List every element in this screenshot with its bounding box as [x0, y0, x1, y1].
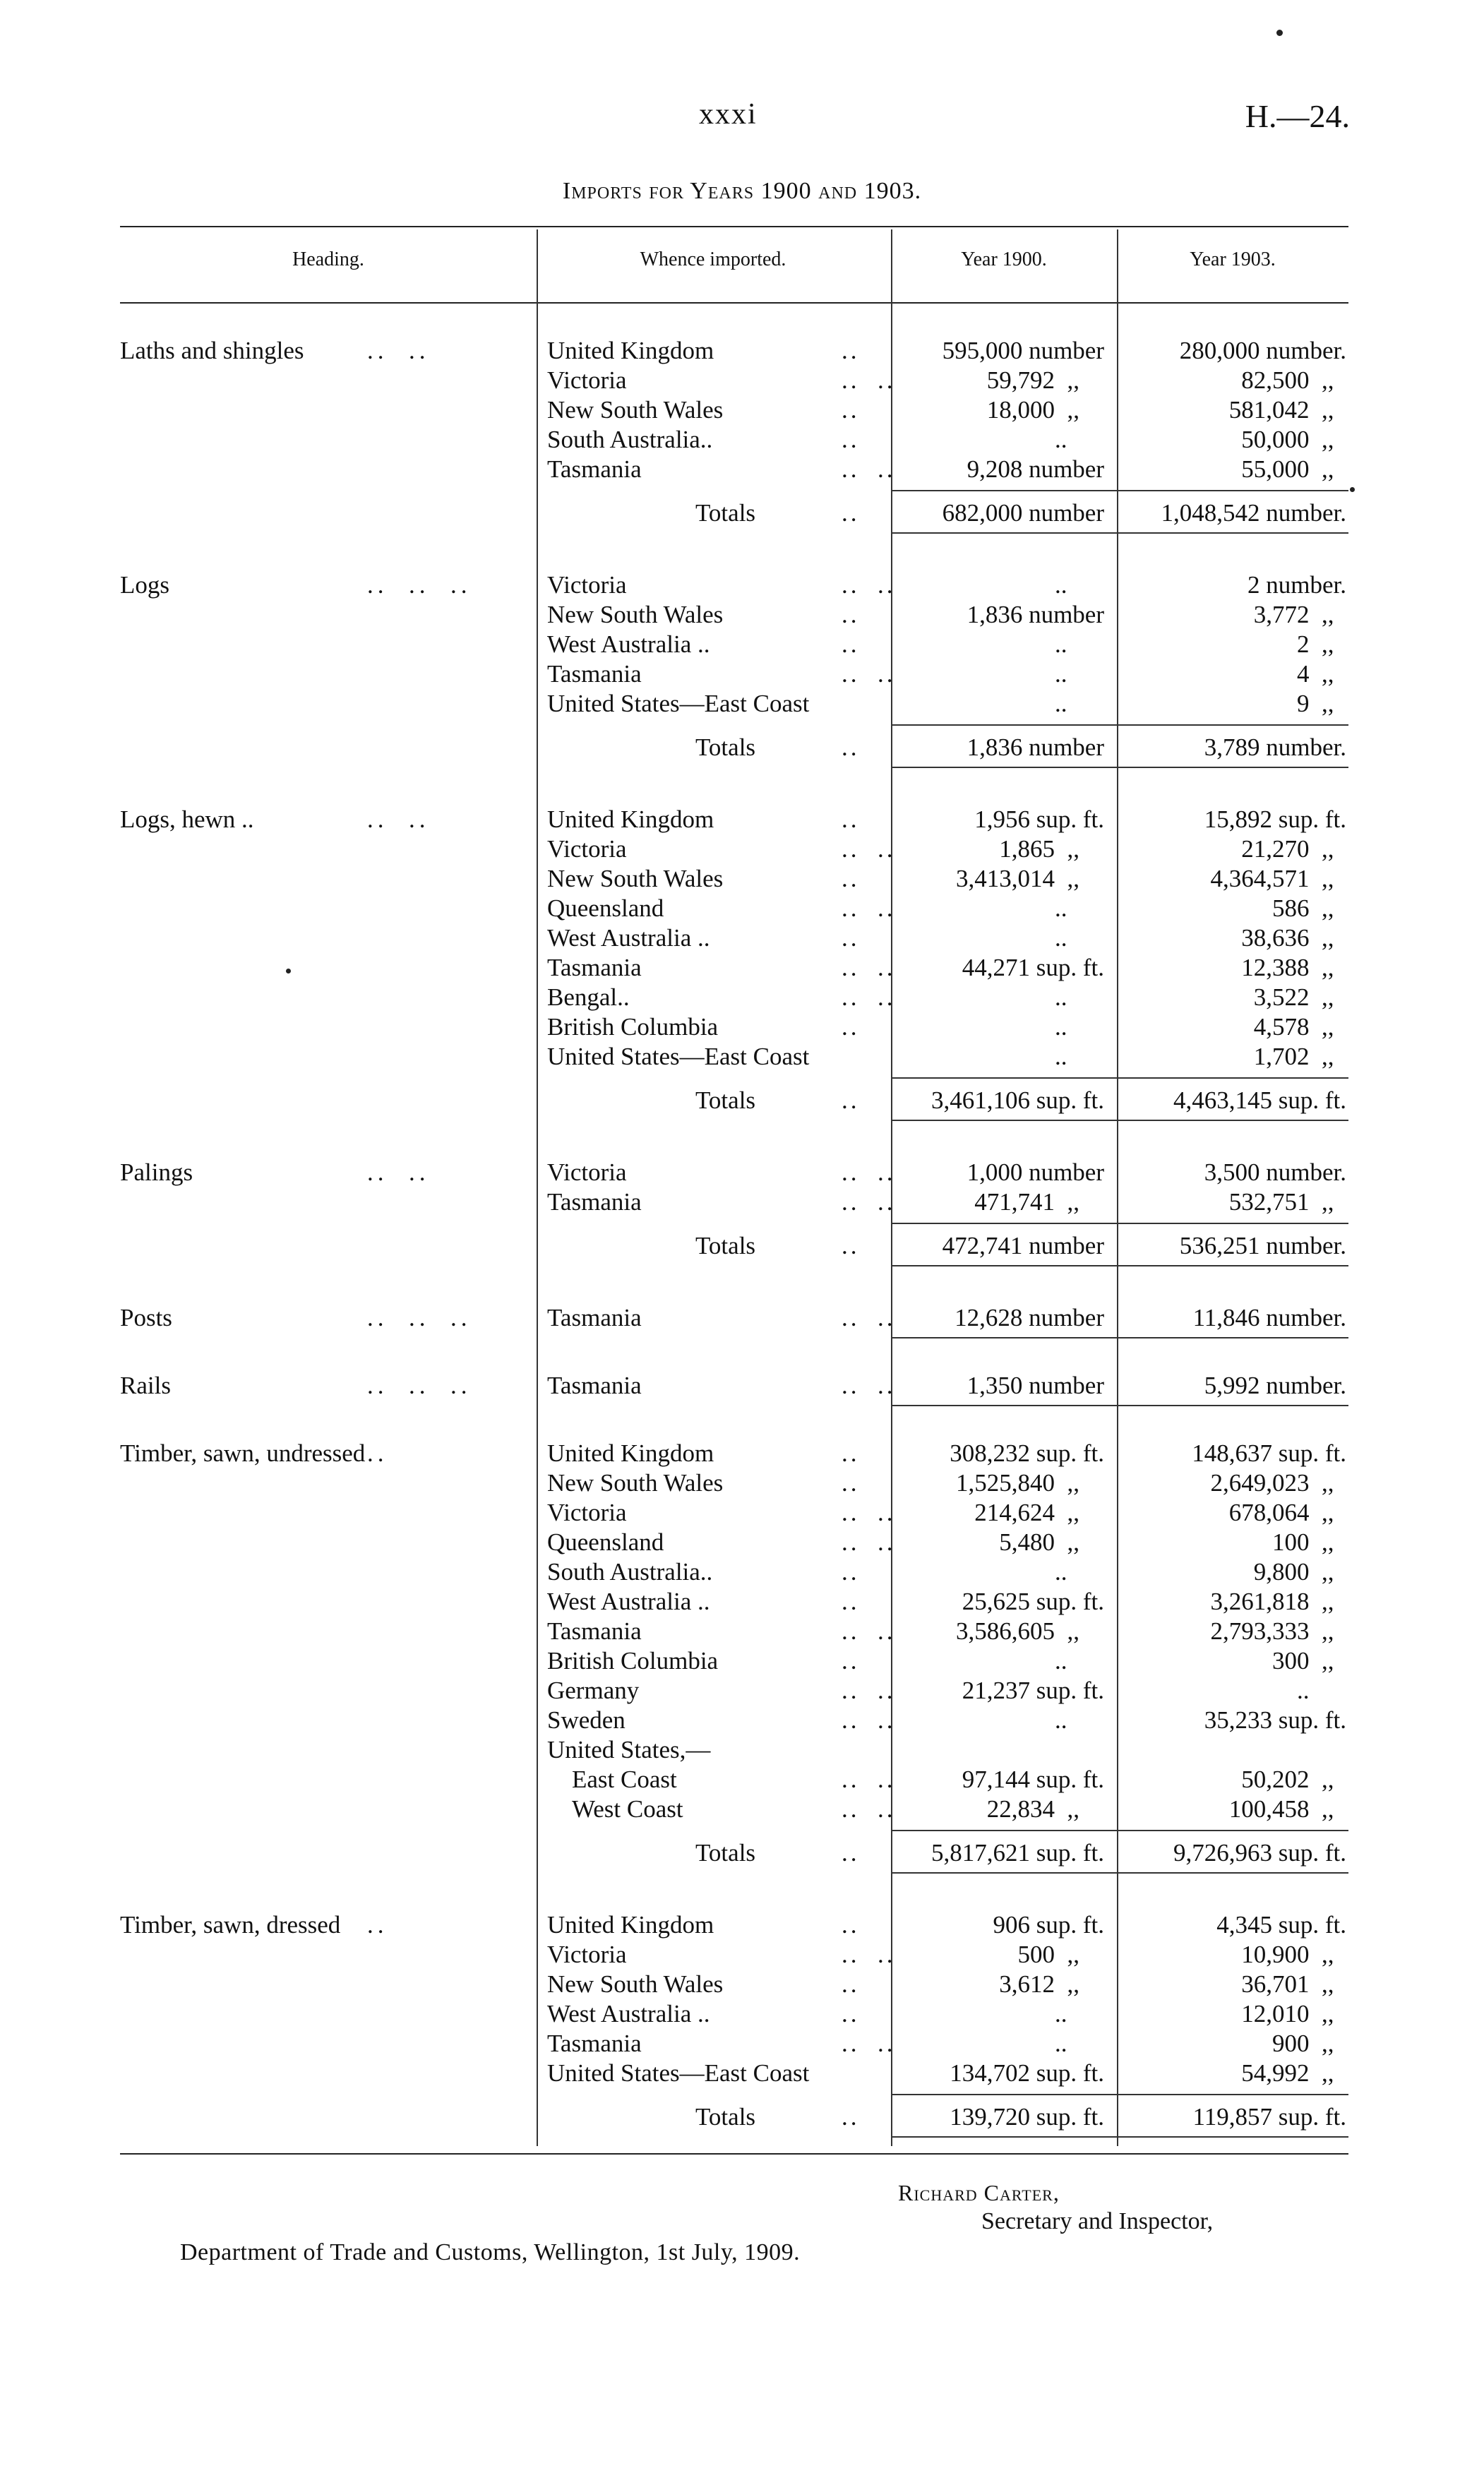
- value-1900: ..: [1055, 1013, 1104, 1041]
- leader-dots: .. ..: [842, 1617, 896, 1645]
- origin-country: Tasmania: [547, 1372, 642, 1399]
- origin-country: West Australia ..: [547, 1588, 710, 1615]
- leader-dots: .. ..: [842, 1677, 896, 1704]
- value-1900: 595,000 number: [942, 337, 1104, 364]
- origin-country: Tasmania: [547, 1304, 642, 1331]
- table-row: [0, 455, 1484, 484]
- leader-dots: .. ..: [842, 983, 896, 1011]
- origin-country: Victoria: [547, 1941, 627, 1968]
- footer-line: Department of Trade and Customs, Wellington, 1st July, 1909.: [180, 2239, 801, 2265]
- value-1900: ..: [1055, 690, 1104, 717]
- table-row: [0, 1468, 1484, 1498]
- leader-dots: .. ..: [842, 660, 896, 688]
- origin-country: British Columbia: [547, 1013, 719, 1041]
- leader-dots: ..: [842, 1839, 860, 1867]
- leader-dots: ..: [842, 396, 860, 424]
- value-1903: 586 ,,: [1272, 894, 1346, 922]
- origin-country: United Kingdom: [547, 1439, 714, 1467]
- table-row: [0, 2029, 1484, 2059]
- header-whence: Whence imported.: [640, 248, 786, 270]
- leader-dots: ..: [842, 2000, 860, 2027]
- row-heading: Timber, sawn, dressed: [120, 1911, 341, 1939]
- totals-rule: [891, 1223, 1348, 1224]
- leader-dots: .. ..: [842, 1499, 896, 1526]
- value-1900: 1,956 sup. ft.: [974, 805, 1104, 833]
- value-1903: 4,463,145 sup. ft.: [1173, 1086, 1346, 1114]
- value-1900: 1,350 number: [967, 1372, 1104, 1399]
- origin-country: United States—East Coast: [547, 2059, 810, 2087]
- totals-label: Totals: [695, 2103, 756, 2131]
- totals-rule: [891, 1872, 1348, 1874]
- value-1900: 5,480 ,,: [999, 1528, 1104, 1556]
- value-1900: 472,741 number: [942, 1232, 1104, 1259]
- origin-country: United Kingdom: [547, 1911, 714, 1939]
- leader-dots: .. ..: [367, 805, 430, 833]
- value-1900: 18,000 ,,: [986, 396, 1104, 424]
- value-1900: ..: [1055, 571, 1104, 599]
- origin-country: New South Wales: [547, 865, 724, 892]
- value-1903: 9,726,963 sup. ft.: [1173, 1839, 1346, 1867]
- value-1903: 1,702 ,,: [1253, 1043, 1346, 1070]
- value-1900: 25,625 sup. ft.: [962, 1588, 1104, 1615]
- totals-rule: [891, 532, 1348, 534]
- leader-dots: ..: [842, 1013, 860, 1041]
- leader-dots: ..: [842, 2103, 860, 2131]
- header-heading: Heading.: [292, 248, 364, 270]
- leader-dots: .. .. ..: [367, 571, 472, 599]
- leader-dots: ..: [842, 733, 860, 761]
- origin-country: Victoria: [547, 571, 627, 599]
- table-row: [0, 2059, 1484, 2088]
- leader-dots: ..: [842, 805, 860, 833]
- value-1900: 682,000 number: [942, 499, 1104, 527]
- table-row: [0, 1999, 1484, 2029]
- leader-dots: .. ..: [842, 455, 896, 483]
- leader-dots: ..: [842, 1439, 860, 1467]
- value-1900: 906 sup. ft.: [993, 1911, 1104, 1939]
- single-row-rule: [891, 1405, 1348, 1406]
- value-1903: 11,846 number.: [1192, 1304, 1346, 1331]
- table-row: [0, 834, 1484, 864]
- value-1900: 5,817,621 sup. ft.: [931, 1839, 1104, 1867]
- origin-country: Sweden: [547, 1706, 626, 1734]
- totals-row: [0, 2102, 1484, 2132]
- totals-row: [0, 1231, 1484, 1261]
- origin-country: New South Wales: [547, 1970, 724, 1998]
- value-1903: 38,636 ,,: [1241, 924, 1346, 952]
- value-1903: 280,000 number.: [1179, 337, 1346, 364]
- origin-country: West Australia ..: [547, 924, 710, 952]
- origin-country: United Kingdom: [547, 337, 714, 364]
- value-1903: 119,857 sup. ft.: [1192, 2103, 1346, 2131]
- totals-rule: [891, 1077, 1348, 1079]
- leader-dots: ..: [842, 1086, 860, 1114]
- row-heading: Rails: [120, 1372, 171, 1399]
- value-1900: 22,834 ,,: [986, 1795, 1104, 1823]
- table-row: [0, 366, 1484, 395]
- table-row: [0, 1439, 1484, 1468]
- origin-country: New South Wales: [547, 396, 724, 424]
- leader-dots: .. ..: [367, 1158, 430, 1186]
- origin-country: United States,—: [547, 1736, 711, 1763]
- value-1903: 36,701 ,,: [1241, 1970, 1346, 1998]
- value-1900: ..: [1055, 2000, 1104, 2027]
- value-1903: 10,900 ,,: [1241, 1941, 1346, 1968]
- origin-country: New South Wales: [547, 1469, 724, 1497]
- table-row: [0, 953, 1484, 983]
- origin-country: British Columbia: [547, 1647, 719, 1675]
- origin-country: South Australia..: [547, 426, 713, 453]
- value-1903: 54,992 ,,: [1241, 2059, 1346, 2087]
- value-1903: 300 ,,: [1272, 1647, 1346, 1675]
- totals-rule: [891, 767, 1348, 768]
- leader-dots: .. ..: [842, 954, 896, 981]
- table-row: [0, 1940, 1484, 1970]
- leader-dots: ..: [842, 1647, 860, 1675]
- table-title: Imports for Years 1900 and 1903.: [562, 178, 922, 204]
- value-1900: 308,232 sup. ft.: [950, 1439, 1104, 1467]
- origin-country: Queensland: [547, 1528, 664, 1556]
- table-row: [0, 983, 1484, 1012]
- totals-rule: [891, 490, 1348, 491]
- value-1900: ..: [1055, 426, 1104, 453]
- value-1900: 134,702 sup. ft.: [950, 2059, 1104, 2087]
- leader-dots: .. ..: [842, 1188, 896, 1216]
- print-speck: [1350, 487, 1355, 492]
- value-1900: 471,741 ,,: [974, 1188, 1104, 1216]
- table-row: [0, 1676, 1484, 1706]
- table-row: [0, 1371, 1484, 1401]
- value-1900: 3,586,605 ,,: [956, 1617, 1104, 1645]
- value-1900: 1,525,840 ,,: [956, 1469, 1104, 1497]
- table-row: [0, 689, 1484, 719]
- row-heading: Logs: [120, 571, 169, 599]
- leader-dots: .. ..: [842, 835, 896, 863]
- value-1903: 3,772 ,,: [1253, 601, 1346, 628]
- table-row: [0, 395, 1484, 425]
- value-1900: ..: [1055, 1706, 1104, 1734]
- totals-row: [0, 1086, 1484, 1115]
- header-bottom-rule: [120, 302, 1348, 304]
- table-row: [0, 1187, 1484, 1217]
- origin-country: West Australia ..: [547, 2000, 710, 2027]
- origin-country: Tasmania: [547, 954, 642, 981]
- value-1900: ..: [1055, 1558, 1104, 1586]
- value-1900: 44,271 sup. ft.: [962, 954, 1104, 981]
- table-row: [0, 1795, 1484, 1824]
- leader-dots: .. ..: [842, 571, 896, 599]
- value-1900: 59,792 ,,: [986, 366, 1104, 394]
- totals-label: Totals: [695, 499, 756, 527]
- origin-country: Tasmania: [547, 660, 642, 688]
- leader-dots: ..: [842, 1970, 860, 1998]
- value-1903: 15,892 sup. ft.: [1204, 805, 1346, 833]
- origin-country: United States—East Coast: [547, 1043, 810, 1070]
- table-row: [0, 1158, 1484, 1187]
- signature-name: Richard Carter,: [898, 2180, 1060, 2205]
- value-1900: 3,461,106 sup. ft.: [931, 1086, 1104, 1114]
- origin-country: Queensland: [547, 894, 664, 922]
- leader-dots: .. ..: [842, 2030, 896, 2057]
- origin-country: West Coast: [572, 1795, 683, 1823]
- value-1903: 82,500 ,,: [1241, 366, 1346, 394]
- table-row: [0, 1528, 1484, 1557]
- value-1903: 100,458 ,,: [1228, 1795, 1346, 1823]
- leader-dots: .. ..: [367, 337, 430, 364]
- value-1903: 3,500 number.: [1204, 1158, 1346, 1186]
- table-row: [0, 805, 1484, 834]
- origin-country: New South Wales: [547, 601, 724, 628]
- value-1900: 1,865 ,,: [999, 835, 1104, 863]
- table-row: [0, 1646, 1484, 1676]
- leader-dots: ..: [842, 499, 860, 527]
- value-1903: 2 number.: [1247, 571, 1346, 599]
- paper-reference: H.—24.: [1245, 98, 1350, 134]
- value-1903: 4 ,,: [1297, 660, 1346, 688]
- value-1903: 581,042 ,,: [1228, 396, 1346, 424]
- origin-country: Tasmania: [547, 2030, 642, 2057]
- value-1903: 536,251 number.: [1179, 1232, 1346, 1259]
- origin-country: Bengal..: [547, 983, 630, 1011]
- totals-label: Totals: [695, 1839, 756, 1867]
- table-row: [0, 1735, 1484, 1765]
- totals-row: [0, 1838, 1484, 1868]
- value-1903: 4,578 ,,: [1253, 1013, 1346, 1041]
- value-1903: 3,522 ,,: [1253, 983, 1346, 1011]
- totals-label: Totals: [695, 733, 756, 761]
- value-1903: ..: [1297, 1677, 1346, 1704]
- table-row: [0, 864, 1484, 894]
- origin-country: Victoria: [547, 1499, 627, 1526]
- table-row: [0, 600, 1484, 630]
- value-1903: 4,364,571 ,,: [1210, 865, 1346, 892]
- value-1903: 50,202 ,,: [1241, 1766, 1346, 1793]
- value-1900: 214,624 ,,: [974, 1499, 1104, 1526]
- totals-label: Totals: [695, 1086, 756, 1114]
- leader-dots: .. .. ..: [367, 1304, 472, 1331]
- value-1900: ..: [1055, 630, 1104, 658]
- table-row: [0, 1557, 1484, 1587]
- leader-dots: .. ..: [842, 1706, 896, 1734]
- table-row: [0, 1706, 1484, 1735]
- value-1900: ..: [1055, 983, 1104, 1011]
- leader-dots: ..: [842, 865, 860, 892]
- value-1903: 2,649,023 ,,: [1210, 1469, 1346, 1497]
- leader-dots: ..: [842, 924, 860, 952]
- value-1903: 50,000 ,,: [1241, 426, 1346, 453]
- table-bottom-rule: [120, 2153, 1348, 2155]
- origin-country: Germany: [547, 1677, 640, 1704]
- value-1903: 2 ,,: [1297, 630, 1346, 658]
- totals-rule: [891, 1120, 1348, 1121]
- table-row: [0, 570, 1484, 600]
- value-1903: 4,345 sup. ft.: [1216, 1911, 1346, 1939]
- leader-dots: .. .. ..: [367, 1372, 472, 1399]
- header-year-1903: Year 1903.: [1190, 248, 1276, 270]
- leader-dots: ..: [842, 1911, 860, 1939]
- leader-dots: .. ..: [842, 1528, 896, 1556]
- value-1903: 12,388 ,,: [1241, 954, 1346, 981]
- totals-label: Totals: [695, 1232, 756, 1259]
- totals-rule: [891, 2136, 1348, 2138]
- row-heading: Logs, hewn ..: [120, 805, 254, 833]
- table-row: [0, 1012, 1484, 1042]
- table-row: [0, 923, 1484, 953]
- origin-country: Victoria: [547, 835, 627, 863]
- value-1903: 100 ,,: [1272, 1528, 1346, 1556]
- table-row: [0, 1042, 1484, 1072]
- table-row: [0, 1498, 1484, 1528]
- print-speck: [286, 969, 291, 974]
- signature-title: Secretary and Inspector,: [981, 2208, 1214, 2234]
- totals-rule: [891, 724, 1348, 726]
- value-1903: 9 ,,: [1297, 690, 1346, 717]
- value-1900: 3,413,014 ,,: [956, 865, 1104, 892]
- leader-dots: ..: [367, 1439, 388, 1467]
- value-1900: ..: [1055, 1647, 1104, 1675]
- leader-dots: .. ..: [842, 894, 896, 922]
- origin-country: East Coast: [572, 1766, 677, 1793]
- leader-dots: .. ..: [842, 1158, 896, 1186]
- value-1900: 1,836 number: [967, 601, 1104, 628]
- table-row: [0, 336, 1484, 366]
- totals-row: [0, 498, 1484, 528]
- table-row: [0, 1765, 1484, 1795]
- value-1900: ..: [1055, 894, 1104, 922]
- table-row: [0, 425, 1484, 455]
- value-1900: ..: [1055, 1043, 1104, 1070]
- value-1900: 1,000 number: [967, 1158, 1104, 1186]
- value-1900: ..: [1055, 660, 1104, 688]
- value-1900: 21,237 sup. ft.: [962, 1677, 1104, 1704]
- totals-rule: [891, 1830, 1348, 1831]
- leader-dots: .. ..: [842, 1795, 896, 1823]
- table-row: [0, 1617, 1484, 1646]
- value-1900: ..: [1055, 924, 1104, 952]
- origin-country: Tasmania: [547, 455, 642, 483]
- row-heading: Posts: [120, 1304, 172, 1331]
- value-1903: 1,048,542 number.: [1161, 499, 1346, 527]
- leader-dots: ..: [842, 1588, 860, 1615]
- leader-dots: .. ..: [842, 1766, 896, 1793]
- value-1903: 21,270 ,,: [1241, 835, 1346, 863]
- value-1903: 900 ,,: [1272, 2030, 1346, 2057]
- value-1900: 1,836 number: [967, 733, 1104, 761]
- origin-country: South Australia..: [547, 1558, 713, 1586]
- table-row: [0, 1587, 1484, 1617]
- origin-country: Tasmania: [547, 1617, 642, 1645]
- leader-dots: ..: [842, 426, 860, 453]
- totals-rule: [891, 2094, 1348, 2095]
- value-1900: ..: [1055, 2030, 1104, 2057]
- origin-country: West Australia ..: [547, 630, 710, 658]
- origin-country: Victoria: [547, 366, 627, 394]
- leader-dots: ..: [842, 1558, 860, 1586]
- leader-dots: ..: [842, 630, 860, 658]
- table-row: [0, 630, 1484, 659]
- value-1900: 3,612 ,,: [999, 1970, 1104, 1998]
- origin-country: United States—East Coast: [547, 690, 810, 717]
- header-year-1900: Year 1900.: [961, 248, 1047, 270]
- table-row: [0, 659, 1484, 689]
- leader-dots: ..: [842, 337, 860, 364]
- leader-dots: .. ..: [842, 1372, 896, 1399]
- value-1903: 12,010 ,,: [1241, 2000, 1346, 2027]
- value-1900: 9,208 number: [967, 455, 1104, 483]
- value-1903: 2,793,333 ,,: [1210, 1617, 1346, 1645]
- leader-dots: ..: [842, 1232, 860, 1259]
- value-1903: 9,800 ,,: [1253, 1558, 1346, 1586]
- origin-country: United Kingdom: [547, 805, 714, 833]
- totals-rule: [891, 1265, 1348, 1266]
- leader-dots: ..: [842, 1469, 860, 1497]
- value-1903: 3,261,818 ,,: [1210, 1588, 1346, 1615]
- leader-dots: .. ..: [842, 366, 896, 394]
- totals-row: [0, 733, 1484, 762]
- value-1903: 678,064 ,,: [1228, 1499, 1346, 1526]
- row-heading: Laths and shingles: [120, 337, 304, 364]
- leader-dots: ..: [842, 601, 860, 628]
- origin-country: Victoria: [547, 1158, 627, 1186]
- value-1900: 139,720 sup. ft.: [950, 2103, 1104, 2131]
- table-row: [0, 1970, 1484, 1999]
- leader-dots: .. ..: [842, 1941, 896, 1968]
- value-1903: 148,637 sup. ft.: [1192, 1439, 1346, 1467]
- leader-dots: ..: [367, 1911, 388, 1939]
- origin-country: Tasmania: [547, 1188, 642, 1216]
- value-1903: 5,992 number.: [1204, 1372, 1346, 1399]
- value-1903: 532,751 ,,: [1228, 1188, 1346, 1216]
- table-row: [0, 894, 1484, 923]
- page-number: xxxi: [699, 98, 758, 131]
- print-speck: [1276, 30, 1283, 36]
- value-1900: 97,144 sup. ft.: [962, 1766, 1104, 1793]
- table-top-rule: [120, 226, 1348, 227]
- table-row: [0, 1303, 1484, 1333]
- value-1903: 3,789 number.: [1204, 733, 1346, 761]
- single-row-rule: [891, 1337, 1348, 1338]
- value-1903: 55,000 ,,: [1241, 455, 1346, 483]
- row-heading: Palings: [120, 1158, 193, 1186]
- value-1900: 500 ,,: [1017, 1941, 1104, 1968]
- table-row: [0, 1910, 1484, 1940]
- value-1900: 12,628 number: [955, 1304, 1104, 1331]
- value-1903: 35,233 sup. ft.: [1204, 1706, 1346, 1734]
- leader-dots: .. ..: [842, 1304, 896, 1331]
- row-heading: Timber, sawn, undressed: [120, 1439, 366, 1467]
